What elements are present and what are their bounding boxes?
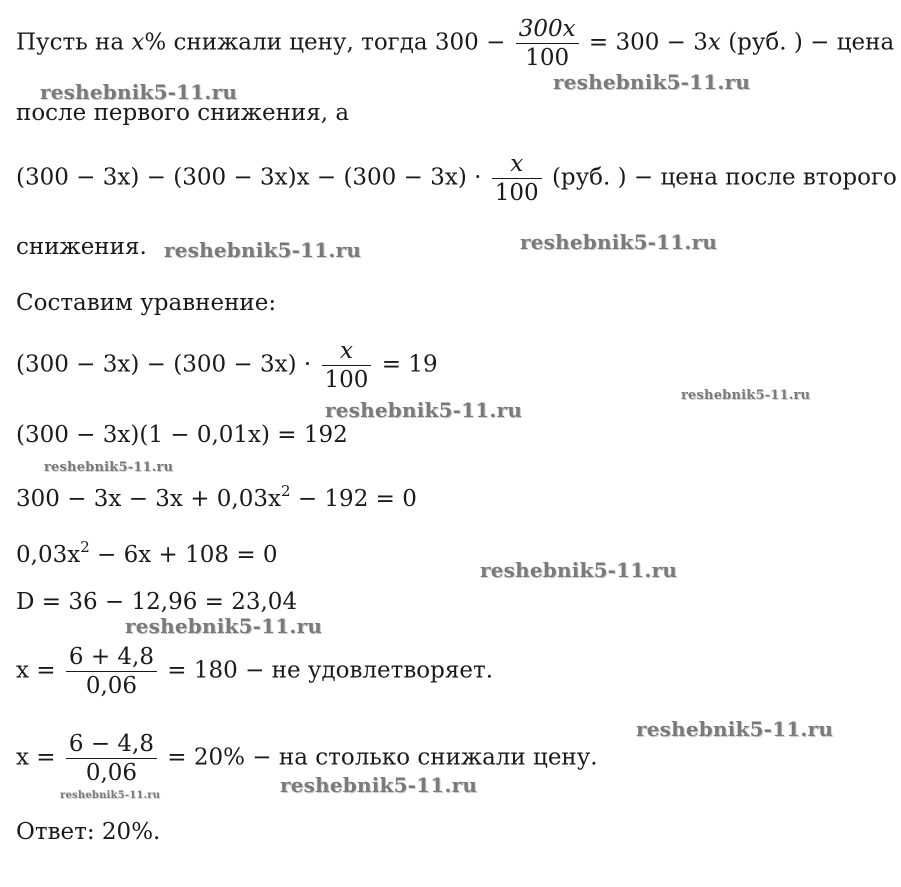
- watermark: reshebnik5-11.ru: [520, 230, 718, 254]
- watermark: reshebnik5-11.ru: [125, 614, 323, 638]
- equation-main: (300 − 3x) − (300 − 3x) · $\frac{x}{100}$ = 19: [16, 338, 438, 393]
- text-after-first-reduction: после первого снижения, а: [16, 100, 350, 126]
- fraction-300x-over-100: $\frac{300x}{100}$: [516, 15, 579, 72]
- text-second-reduction: снижения.: [16, 234, 147, 260]
- watermark: reshebnik5-11.ru: [164, 238, 362, 262]
- watermark: reshebnik5-11.ru: [681, 388, 811, 403]
- watermark: reshebnik5-11.ru: [636, 717, 834, 741]
- watermark: reshebnik5-11.ru: [480, 558, 678, 582]
- discriminant: D = 36 − 12,96 = 23,04: [16, 589, 298, 615]
- text-compose-equation: Составим уравнение:: [16, 290, 277, 316]
- fraction-x-over-100-eq: $\frac{x}{100}$: [322, 337, 372, 394]
- expression-second-reduction: (300 − 3x) − (300 − 3x)x − (300 − 3x) · $\frac{x}{100}$ (руб. ) − цена после второго: [16, 151, 897, 206]
- root-two: x = $\frac{6 - 4,8}{0,06}$ = 20% − на столько снижали цену.: [16, 731, 598, 786]
- sentence-price-after-first-reduction: Пусть на x% снижали цену, тогда 300 − $\frac{300x}{100}$ = 300 − 3x (руб. ) − цена: [16, 16, 895, 71]
- root-one: x = $\frac{6 + 4,8}{0,06}$ = 180 − не удовлетворяет.: [16, 644, 494, 699]
- watermark: reshebnik5-11.ru: [325, 398, 523, 422]
- watermark: reshebnik5-11.ru: [60, 790, 161, 801]
- equation-factored: (300 − 3x)(1 − 0,01x) = 192: [16, 422, 348, 448]
- watermark: reshebnik5-11.ru: [553, 70, 751, 94]
- answer: Ответ: 20%.: [16, 819, 161, 845]
- watermark: reshebnik5-11.ru: [40, 80, 238, 104]
- fraction-x-over-100: $\frac{x}{100}$: [492, 150, 542, 207]
- equation-expanded: $300 - 3x - 3x + 0,03x^2 - 192 = 0$: [16, 482, 417, 512]
- fraction-root-one: $\frac{6 + 4,8}{0,06}$: [66, 643, 157, 700]
- fraction-root-two: $\frac{6 - 4,8}{0,06}$: [66, 730, 157, 787]
- watermark: reshebnik5-11.ru: [280, 773, 478, 797]
- watermark: reshebnik5-11.ru: [44, 460, 174, 475]
- equation-quadratic: $0,03x^2 - 6x + 108 = 0$: [16, 538, 278, 568]
